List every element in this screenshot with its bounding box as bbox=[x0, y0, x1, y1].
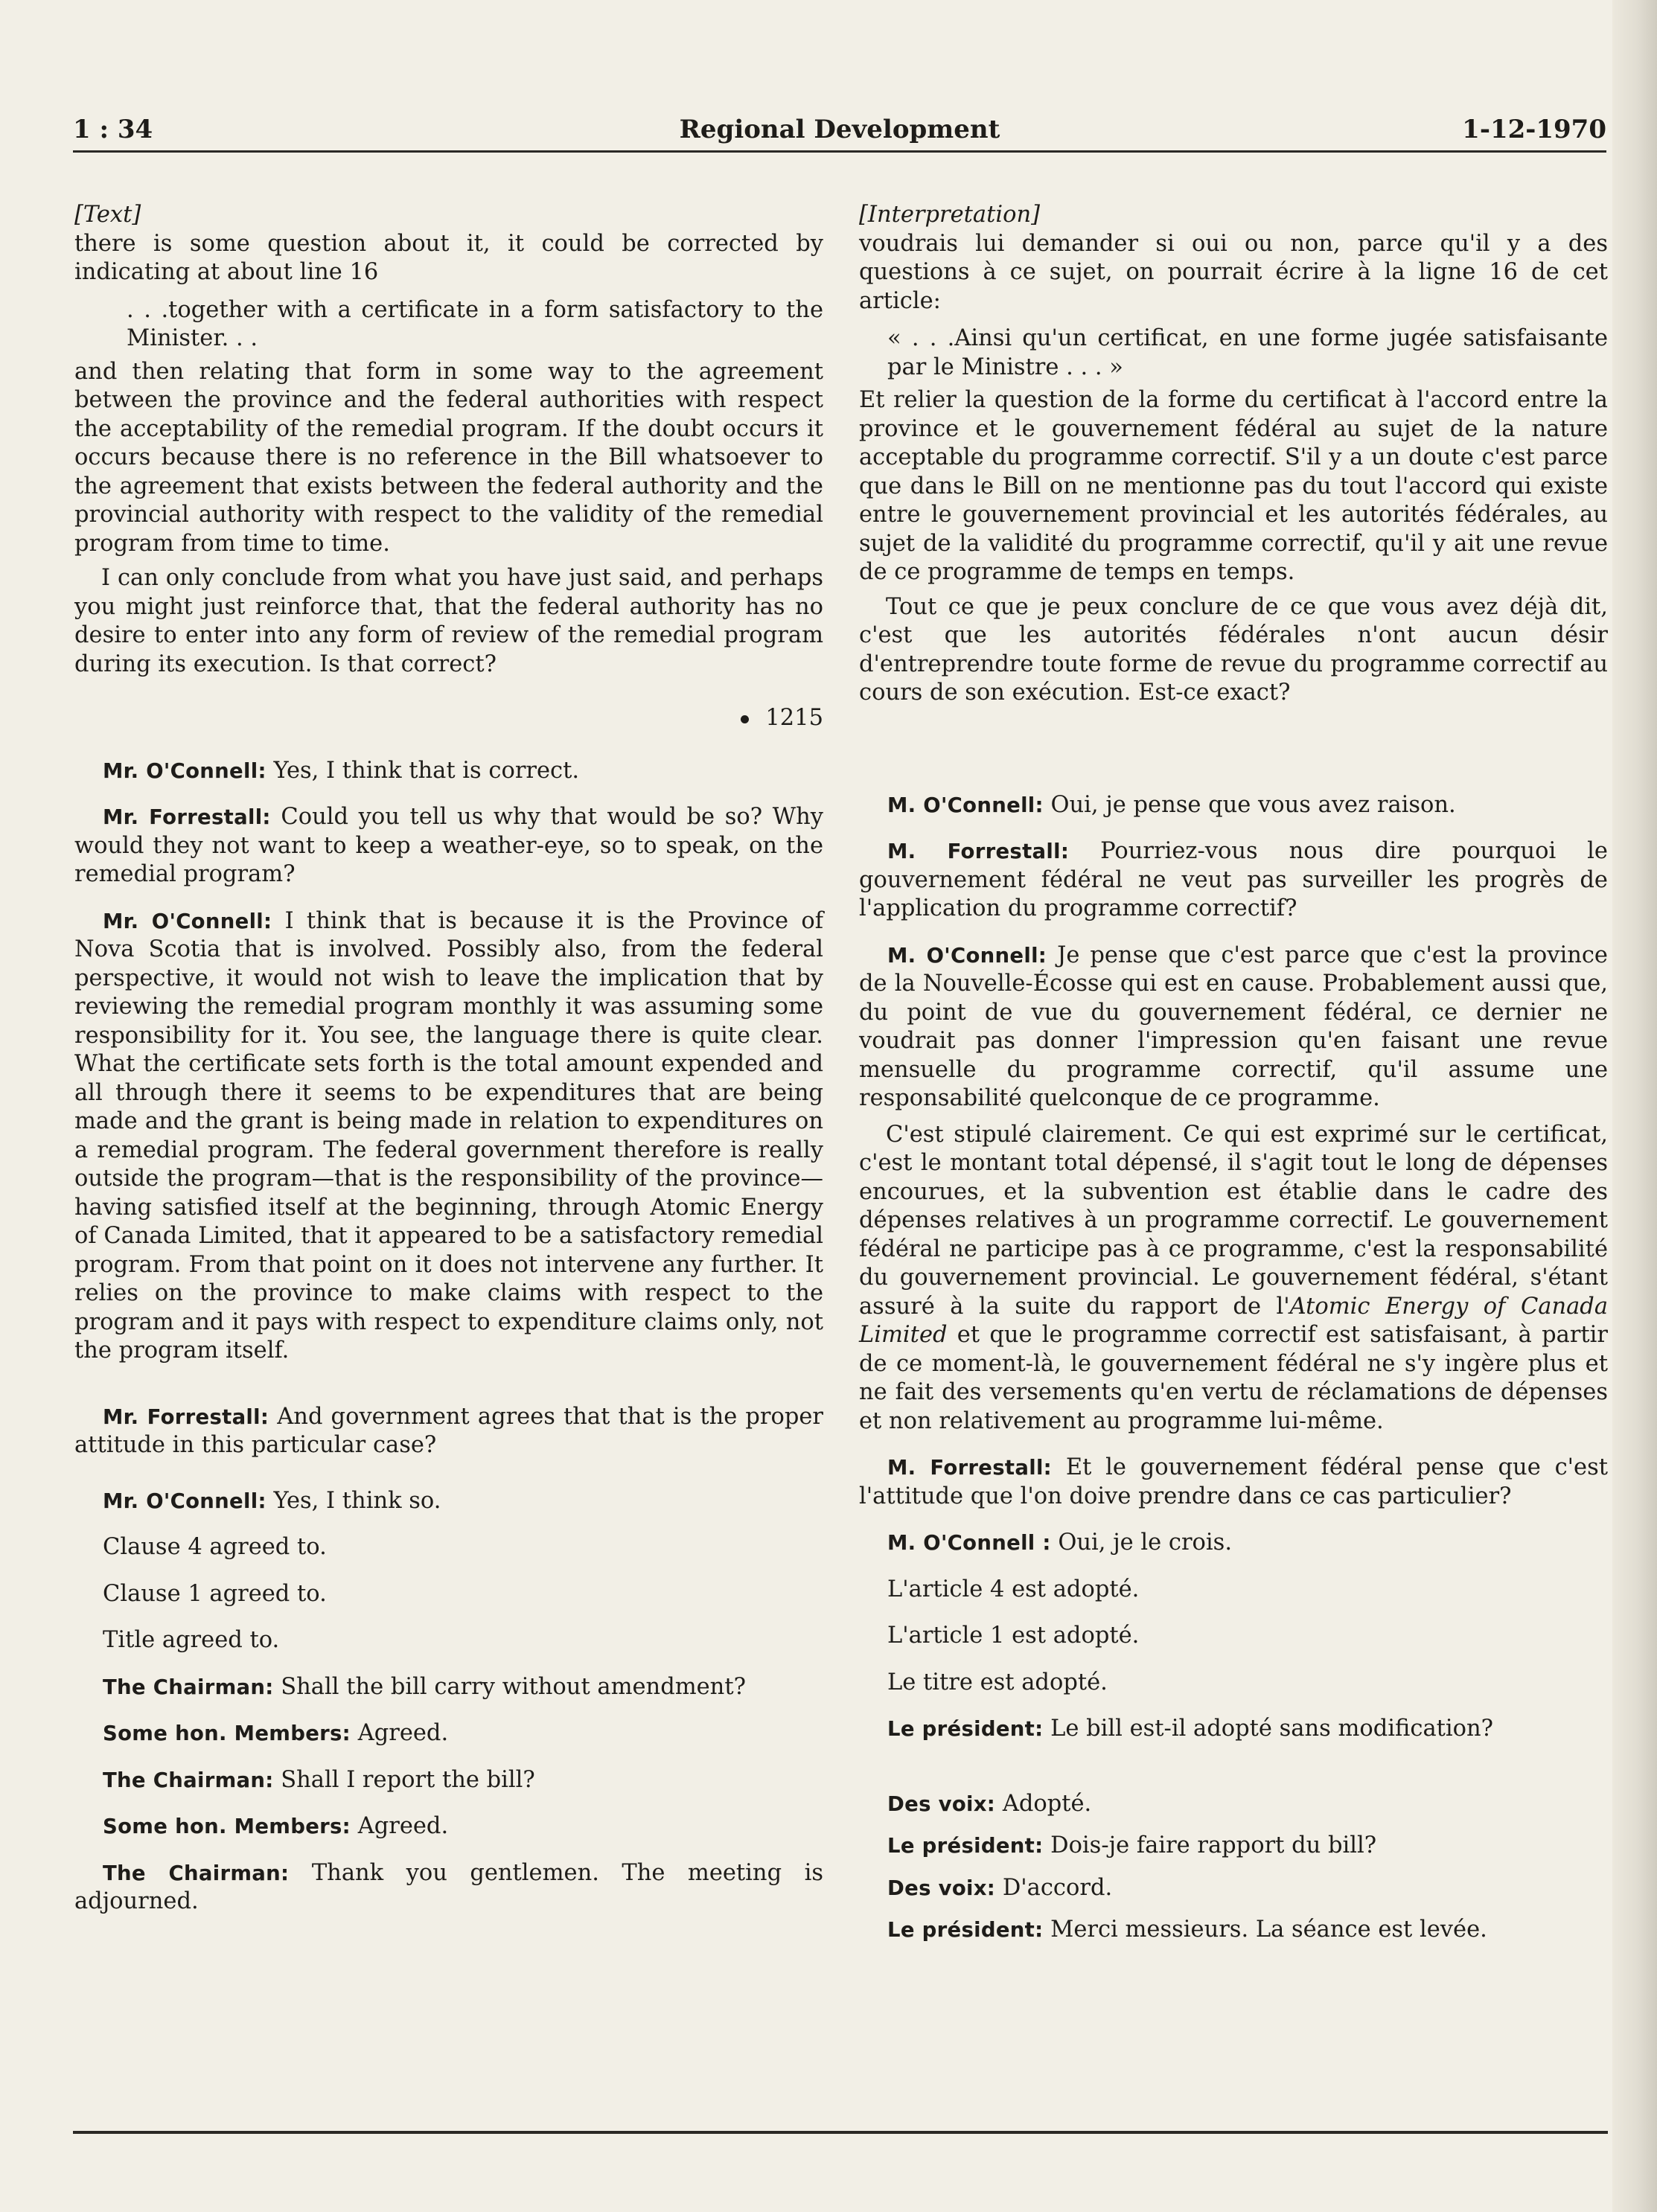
speech-text: Yes, I think that is correct. bbox=[273, 757, 580, 784]
speaker: M. O'Connell: bbox=[887, 793, 1044, 817]
speaker: M. Forrestall: bbox=[887, 840, 1070, 863]
clause-note: Clause 1 agreed to. bbox=[103, 1580, 327, 1607]
paragraph: Tout ce que je peux conclure de ce que vous avez déjà dit, c'est que les autorités fédérales n'ont aucun désir d'entreprendre toute forme de revue du programme correctif au cours de son exécution. Est-ce exact? bbox=[859, 593, 1608, 706]
clause-note: Title agreed to. bbox=[103, 1627, 280, 1653]
organization-name: Atomic Energy of Canada Limited bbox=[859, 1293, 1609, 1348]
speech-text: Dois-je faire rapport du bill? bbox=[1050, 1832, 1377, 1858]
clause-note: L'article 1 est adopté. bbox=[887, 1623, 1140, 1649]
time-value: 1215 bbox=[765, 705, 823, 731]
french-column bbox=[859, 201, 1608, 1945]
speech-text: Et le gouvernement fédéral pense que c'est l'attitude que l'on doive prendre dans ce cas particulier? bbox=[859, 1454, 1608, 1509]
speech bbox=[74, 1812, 823, 1841]
speaker: Des voix: bbox=[887, 1876, 996, 1900]
speaker: M. Forrestall: bbox=[887, 1456, 1052, 1480]
speech-text: Shall I report the bill? bbox=[281, 1766, 535, 1793]
speaker: The Chairman: bbox=[103, 1675, 274, 1699]
speech bbox=[859, 1529, 1608, 1558]
paragraph: there is some question about it, it could be corrected by indicating at about line 16 bbox=[74, 230, 823, 285]
paragraph: and then relating that form in some way to the agreement between the province and the federal authorities with respect the acceptability of the remedial program. If the doubt occurs it occurs because there is no reference in the Bill whatsoever to the agreement that exists between the federal authority and the provincial authority with respect to the validity of the remedial program from time to time. bbox=[74, 358, 823, 557]
speaker: Some hon. Members: bbox=[103, 1722, 351, 1745]
speaker: Des voix: bbox=[887, 1791, 996, 1816]
speech bbox=[74, 1673, 823, 1702]
speech bbox=[859, 1454, 1608, 1511]
speaker: M. O'Connell: bbox=[887, 943, 1047, 968]
speaker: M. O'Connell : bbox=[887, 1531, 1051, 1555]
speaker: Mr. Forrestall: bbox=[103, 1404, 269, 1429]
time-marker bbox=[74, 704, 823, 733]
speech bbox=[74, 1766, 823, 1795]
clause-note: Clause 4 agreed to. bbox=[103, 1534, 327, 1560]
speech-text: Thank you gentlemen. The meeting is adjourned. bbox=[74, 1859, 823, 1914]
speech-text: Merci messieurs. La séance est levée. bbox=[1050, 1917, 1487, 1943]
speech-text: Could you tell us why that would be so? Why would they not want to keep a weather-eye, so to speak, on the remedial program? bbox=[74, 804, 823, 887]
speech-text: Le bill est-il adopté sans modification? bbox=[1050, 1716, 1494, 1742]
speech bbox=[74, 907, 823, 1366]
speech-text: Je pense que c'est parce que c'est la province de la Nouvelle-Écosse qui est en cause. Probablement aussi que, du point de vue du gouvernement fédéral, ce dernier ne voudrait pas donner l'impression qu'en faisant une revue mensuelle du programme correctif, qu'il assume une responsabilité quelconque de ce programme. bbox=[859, 942, 1608, 1111]
speech-text: Adopté. bbox=[1002, 1790, 1092, 1817]
block-quote: . . .together with a certificate in a form satisfactory to the Minister. . . bbox=[127, 296, 823, 351]
clause-note: L'article 4 est adopté. bbox=[887, 1576, 1140, 1602]
speech bbox=[859, 1874, 1608, 1903]
speaker: Le président: bbox=[887, 1834, 1044, 1858]
speech-text: And government agrees that that is the proper attitude in this particular case? bbox=[74, 1403, 823, 1458]
speech bbox=[74, 803, 823, 889]
speech-text: D'accord. bbox=[1002, 1874, 1113, 1901]
speech bbox=[74, 757, 823, 786]
paragraph-text: et que le programme correctif est satisfaisant, à partir de ce moment-là, le gouvernement fédéral ne s'y ingère plus et ne fait des versements qu'en vertu de réclamations de dépenses et non relativement au programme lui-même. bbox=[859, 1322, 1608, 1434]
paragraph bbox=[859, 1121, 1608, 1436]
page-edge bbox=[1612, 0, 1657, 2212]
paragraph-text: C'est stipulé clairement. Ce qui est exprimé sur le certificat, c'est le montant total dépensé, il s'agit tout le long de dépenses encourues, et la subvention est établie dans le cadre des dépenses relatives à un programme correctif. Le gouvernement fédéral ne participe pas à ce programme, c'est la responsabilité du gouvernement provincial. Le gouvernement fédéral, s'étant assuré à la suite du rapport de l' bbox=[859, 1121, 1608, 1320]
speaker: Mr. O'Connell: bbox=[103, 909, 272, 933]
speech-text: Oui, je pense que vous avez raison. bbox=[1050, 791, 1456, 818]
speech-text: Pourriez-vous nous dire pourquoi le gouvernement fédéral ne veut pas surveiller les progrès de l'application du programme correctif? bbox=[859, 838, 1608, 921]
bullet-icon bbox=[741, 715, 749, 723]
speech bbox=[859, 1715, 1608, 1744]
speech bbox=[859, 1916, 1608, 1945]
speech bbox=[74, 1403, 823, 1460]
clause-note: Le titre est adopté. bbox=[887, 1669, 1108, 1695]
paragraph: voudrais lui demander si oui ou non, parce qu'il y a des questions à ce sujet, on pourrait écrire à la ligne 16 de cet article: bbox=[859, 230, 1608, 314]
speaker: The Chairman: bbox=[103, 1768, 274, 1792]
speech-text: I think that is because it is the Province of Nova Scotia that is involved. Possibly also, from the federal perspective, it would not wish to leave the implication that by reviewing the remedial program monthly it was assuming some responsibility for it. You see, the language there is quite clear. What the certificate sets forth is the total amount expended and all through there it seems to be expenditures that are being made and the grant is being made in relation to expenditures on a remedial program. The federal government therefore is really outside the program—that is the responsibility of the province—having satisfied itself at the beginning, through Atomic Energy of Canada Limited, that it appeared to be a satisfactory remedial program. From that point on it does not intervene any further. It relies on the province to make claims with respect to the program and it pays with respect to expenditure claims only, not the program itself. bbox=[74, 907, 823, 1364]
page-title: Regional Development bbox=[679, 115, 1000, 144]
column-tag: [Text] bbox=[74, 202, 141, 228]
english-column bbox=[74, 201, 823, 1917]
speaker: Mr. O'Connell: bbox=[103, 1489, 266, 1513]
speaker: Le président: bbox=[887, 1918, 1044, 1942]
speech bbox=[859, 1790, 1608, 1819]
speaker: Mr. O'Connell: bbox=[103, 758, 266, 783]
footer-rule bbox=[73, 2131, 1608, 2134]
page-date: 1-12-1970 bbox=[1462, 115, 1606, 144]
page-header bbox=[73, 113, 1606, 153]
speech bbox=[859, 942, 1608, 1113]
speech-text: Agreed. bbox=[357, 1813, 449, 1839]
speech-text: Agreed. bbox=[357, 1720, 449, 1746]
speaker: Mr. Forrestall: bbox=[103, 805, 271, 829]
column-tag: [Interpretation] bbox=[859, 202, 1040, 228]
paragraph: Et relier la question de la forme du certificat à l'accord entre la province et le gouvernement fédéral au sujet de la nature acceptable du programme correctif. S'il y a un doute c'est parce que dans le Bill on ne mentionne pas du tout l'accord qui existe entre le gouvernement provincial et les autorités fédérales, au sujet de la validité du programme correctif, qu'il y ait une revue de ce programme de temps en temps. bbox=[859, 387, 1608, 585]
speaker: Some hon. Members: bbox=[103, 1815, 351, 1838]
speech bbox=[74, 1859, 823, 1917]
speech bbox=[859, 791, 1608, 820]
speech bbox=[859, 837, 1608, 924]
speech bbox=[74, 1719, 823, 1748]
paragraph: I can only conclude from what you have just said, and perhaps you might just reinforce that, that the federal authority has no desire to enter into any form of review of the remedial program during its execution. Is that correct? bbox=[74, 565, 823, 677]
speaker: The Chairman: bbox=[103, 1861, 290, 1885]
speaker: Le président: bbox=[887, 1717, 1044, 1741]
speech bbox=[859, 1832, 1608, 1861]
speech-text: Shall the bill carry without amendment? bbox=[281, 1673, 746, 1700]
speech bbox=[74, 1487, 823, 1516]
block-quote: « . . .Ainsi qu'un certificat, en une forme jugée satisfaisante par le Ministre . . . » bbox=[887, 325, 1608, 380]
speech-text: Yes, I think so. bbox=[273, 1487, 441, 1514]
speech-text: Oui, je le crois. bbox=[1058, 1529, 1233, 1556]
page-number: 1 : 34 bbox=[73, 115, 153, 144]
